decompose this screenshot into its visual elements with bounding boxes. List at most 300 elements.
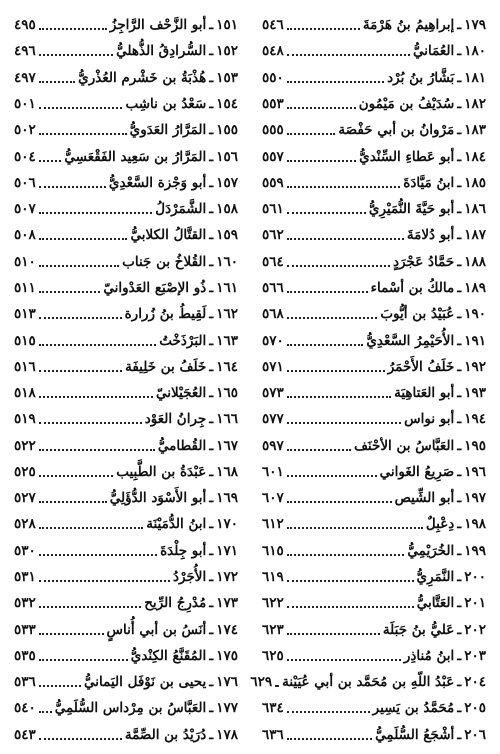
dot-leader	[287, 449, 351, 451]
toc-entry	[262, 459, 486, 485]
entry-number: ١٦٣	[216, 332, 238, 349]
toc-column-right	[14, 12, 238, 748]
entry-page-number: ٤٩٧	[14, 69, 36, 86]
entry-number: ١٧٧	[216, 700, 238, 717]
entry-page-number: ٥٢٥	[14, 463, 36, 480]
entry-number: ١٩٠	[464, 306, 486, 323]
table-of-contents	[14, 12, 486, 748]
entry-separator: ـ	[209, 43, 214, 60]
entry-separator: ـ	[457, 17, 462, 34]
toc-entry	[14, 722, 238, 748]
entry-name: النَّمَرِيُّ	[416, 569, 455, 586]
entry-number: ٢٠٦	[464, 726, 486, 743]
toc-entry	[14, 695, 238, 721]
entry-page-number: ٥١٨	[14, 385, 36, 402]
entry-page-number: ٥١٩	[14, 411, 36, 428]
toc-entry	[14, 616, 238, 642]
entry-name: الخُرَيْمِيُّ	[407, 542, 455, 559]
dot-leader	[287, 580, 414, 582]
toc-entry	[262, 511, 486, 537]
entry-name: ابنُ الدُّمَيْنَة	[146, 516, 207, 533]
entry-name: البَرْذَخْتُ	[159, 332, 207, 349]
entry-separator: ـ	[457, 595, 462, 612]
entry-page-number: ٦٠٧	[262, 490, 284, 507]
entry-name: العُجَيْلانيّ	[156, 385, 207, 402]
entry-number: ١٩٦	[464, 463, 486, 480]
entry-name: العُمَانيُّ	[412, 43, 455, 60]
entry-number: ١٩٣	[464, 385, 486, 402]
dot-leader	[287, 501, 392, 503]
entry-name: القُطاميُّ	[157, 437, 207, 454]
entry-separator: ـ	[457, 122, 462, 139]
toc-entry	[262, 249, 486, 275]
dot-leader	[39, 28, 107, 30]
dot-leader	[287, 659, 401, 661]
entry-page-number: ٥٦٨	[262, 306, 284, 323]
entry-separator: ـ	[209, 358, 214, 375]
entry-separator: ـ	[209, 516, 214, 533]
entry-number: ١٧٥	[216, 647, 238, 664]
dot-leader	[287, 291, 368, 293]
entry-name: دِعْبِلٌ	[425, 516, 455, 533]
toc-entry	[262, 222, 486, 248]
entry-number: ١٩٨	[464, 516, 486, 533]
entry-separator: ـ	[209, 306, 214, 323]
entry-page-number: ٥٠٢	[14, 122, 36, 139]
entry-separator: ـ	[457, 148, 462, 165]
entry-name: أبو نواس	[404, 411, 455, 428]
entry-separator: ـ	[457, 385, 462, 402]
entry-page-number: ٥٤٦	[262, 17, 284, 34]
entry-separator: ـ	[209, 490, 214, 507]
dot-leader	[287, 107, 356, 109]
entry-number: ١٨٥	[464, 174, 486, 191]
entry-separator: ـ	[457, 490, 462, 507]
entry-page-number: ٦١٩	[262, 569, 284, 586]
entry-separator: ـ	[209, 411, 214, 428]
entry-page-number: ٥٤٨	[262, 43, 284, 60]
entry-number: ١٧١	[216, 542, 238, 559]
toc-entry	[14, 643, 238, 669]
entry-number: ١٦٦	[216, 411, 238, 428]
entry-page-number: ٦٢٥	[262, 647, 284, 664]
entry-separator: ـ	[457, 411, 462, 428]
entry-page-number: ٥٢٢	[14, 437, 36, 454]
entry-name: أبو العَتاهِيَة	[394, 385, 455, 402]
dot-leader	[39, 475, 113, 477]
toc-entry	[14, 143, 238, 169]
dot-leader	[39, 449, 155, 451]
entry-separator: ـ	[209, 647, 214, 664]
entry-number: ١٩٥	[464, 437, 486, 454]
entry-separator: ـ	[209, 201, 214, 218]
toc-entry	[14, 301, 238, 327]
entry-name: هُذْبَةُ بن خَشْرم العُذْريُّ	[78, 69, 207, 86]
entry-separator: ـ	[209, 437, 214, 454]
entry-separator: ـ	[209, 227, 214, 244]
toc-entry	[14, 485, 238, 511]
toc-entry	[262, 722, 486, 748]
entry-page-number: ٥٠٧	[14, 201, 36, 218]
entry-page-number: ٥٤٣	[14, 726, 36, 743]
entry-number: ١٦٤	[216, 358, 238, 375]
entry-page-number: ٥١٦	[14, 358, 36, 375]
entry-page-number: ٥٦٤	[262, 253, 284, 270]
entry-page-number: ٥٧٣	[262, 385, 284, 402]
toc-entry	[14, 38, 238, 64]
dot-leader	[39, 501, 107, 503]
dot-leader	[287, 317, 378, 319]
entry-name: سُدَيْفُ بن مَيْمُون	[358, 95, 455, 112]
dot-leader	[287, 212, 366, 214]
dot-leader	[39, 212, 153, 214]
entry-page-number: ٥٢٧	[14, 490, 36, 507]
entry-page-number: ٦١٥	[262, 542, 284, 559]
dot-leader	[39, 633, 104, 635]
entry-separator: ـ	[457, 279, 462, 296]
toc-entry	[14, 590, 238, 616]
dot-leader	[39, 580, 170, 582]
toc-entry	[262, 38, 486, 64]
entry-name: ابنُ مُناذِر	[403, 647, 455, 664]
toc-entry	[14, 459, 238, 485]
entry-name: أبو وَجْزة السَّعْدِيُّ	[108, 174, 207, 191]
toc-entry	[262, 643, 486, 669]
entry-name: المَرَّارُ العَدَويُّ	[129, 122, 207, 139]
entry-number: ١٧٣	[216, 595, 238, 612]
toc-entry	[262, 616, 486, 642]
entry-name: عَبْدُ اللّهِ بن مُحَمَّد بن أبي عُيَيْنة	[282, 674, 455, 691]
dot-leader	[39, 370, 122, 372]
entry-number: ٢٠٤	[464, 674, 486, 691]
toc-entry	[14, 669, 238, 695]
dot-leader	[287, 81, 384, 83]
dot-leader	[39, 186, 106, 188]
dot-leader	[287, 370, 385, 372]
entry-separator: ـ	[457, 700, 462, 717]
entry-page-number: ٥٩٧	[262, 437, 284, 454]
toc-entry	[262, 590, 486, 616]
entry-separator: ـ	[209, 253, 214, 270]
entry-page-number: ٦٣٤	[262, 700, 284, 717]
entry-separator: ـ	[457, 463, 462, 480]
entry-name: جِرانُ العَوْد	[144, 411, 207, 428]
entry-page-number: ٥٣٥	[14, 647, 36, 664]
toc-entry	[262, 406, 486, 432]
dot-leader	[287, 186, 401, 188]
dot-leader	[287, 396, 391, 398]
dot-leader	[287, 606, 414, 608]
entry-page-number: ٥٠١	[14, 95, 36, 112]
entry-name: القُلاخُ بن جَناب	[122, 253, 207, 270]
entry-page-number: ٥٧٠	[262, 332, 284, 349]
toc-entry	[14, 170, 238, 196]
entry-page-number: ٥٥٣	[262, 95, 284, 112]
toc-entry	[14, 275, 238, 301]
toc-entry	[14, 327, 238, 353]
entry-separator: ـ	[457, 174, 462, 191]
entry-name: العَبَّاسُ بن الأحْنَف	[353, 437, 455, 454]
entry-name: الأُحَيْمِرُ السَّعْدِيُّ	[366, 332, 455, 349]
dot-leader	[39, 291, 101, 293]
dot-leader	[287, 344, 364, 346]
entry-separator: ـ	[457, 227, 462, 244]
entry-separator: ـ	[457, 43, 462, 60]
dot-leader	[287, 265, 390, 267]
toc-entry	[14, 433, 238, 459]
entry-separator: ـ	[209, 332, 214, 349]
dot-leader	[39, 107, 123, 109]
entry-page-number: ٦١٢	[262, 516, 284, 533]
entry-page-number: ٤٩٦	[14, 43, 36, 60]
toc-entry	[14, 511, 238, 537]
entry-number: ٢٠٠	[464, 569, 486, 586]
entry-separator: ـ	[457, 542, 462, 559]
entry-number: ١٨٦	[464, 201, 486, 218]
entry-number: ١٦٨	[216, 463, 238, 480]
toc-entry	[262, 12, 486, 38]
entry-number: ١٨٤	[464, 148, 486, 165]
entry-number: ١٦٩	[216, 490, 238, 507]
dot-leader	[39, 81, 75, 83]
entry-separator: ـ	[457, 253, 462, 270]
dot-leader	[39, 396, 153, 398]
entry-number: ٢٠٢	[464, 621, 486, 638]
entry-name: ذُو الإصْبَع العَدْوانيّ	[103, 279, 207, 296]
entry-separator: ـ	[209, 279, 214, 296]
toc-entry	[14, 12, 238, 38]
toc-entry	[262, 117, 486, 143]
entry-page-number: ٦٣٦	[262, 726, 284, 743]
toc-entry	[262, 485, 486, 511]
entry-separator: ـ	[457, 621, 462, 638]
entry-name: عَبْدَةُ بن الطَّبِيب	[116, 463, 207, 480]
entry-name: بَشَّارُ بنُ بُرْد	[387, 69, 455, 86]
entry-page-number: ٥٣٠	[14, 542, 36, 559]
entry-number: ١٧٢	[216, 569, 238, 586]
entry-separator: ـ	[457, 95, 462, 112]
entry-name: يحيى بن نَوْفَل اليَمانيُّ	[84, 674, 207, 691]
entry-name: صَرِيعُ الغَواني	[379, 463, 455, 480]
entry-separator: ـ	[457, 674, 462, 691]
entry-name: حَمَّادُ عَجْرَدٍ	[393, 253, 455, 270]
entry-name: مُحَمَّدُ بن يَسِير	[372, 700, 455, 717]
entry-name: أبو الشِّيص	[394, 490, 455, 507]
entry-separator: ـ	[457, 306, 462, 323]
dot-leader	[287, 133, 336, 135]
entry-name: مُدْرِجُ الرِّيح	[144, 595, 207, 612]
entry-page-number: ٥٥٥	[262, 122, 284, 139]
entry-page-number: ٥٥٧	[262, 148, 284, 165]
toc-entry	[262, 196, 486, 222]
entry-number: ١٩١	[464, 332, 486, 349]
dot-leader	[287, 160, 356, 162]
entry-number: ١٨٨	[464, 253, 486, 270]
entry-separator: ـ	[209, 700, 214, 717]
entry-name: أبو الأَسْوَد الدُّؤَلِيُّ	[109, 490, 207, 507]
dot-leader	[287, 738, 372, 740]
entry-separator: ـ	[457, 69, 462, 86]
entry-number: ١٩٤	[464, 411, 486, 428]
dot-leader	[287, 475, 377, 477]
dot-leader	[39, 265, 119, 267]
entry-name: العَبَّاسُ بن مِرْداس السُّلَمِيُّ	[54, 700, 207, 717]
toc-entry	[14, 380, 238, 406]
entry-page-number: ٥٦٦	[262, 279, 284, 296]
dot-leader	[39, 659, 128, 661]
entry-name: أبو حَيَّةَ النُّمَيْرِيُّ	[368, 201, 455, 218]
dot-leader	[287, 527, 423, 529]
entry-number: ١٥٥	[216, 122, 238, 139]
entry-number: ١٨٠	[464, 43, 486, 60]
entry-number: ١٧٨	[216, 726, 238, 743]
entry-page-number: ٥٠٦	[14, 174, 36, 191]
toc-column-left	[250, 12, 486, 748]
entry-number: ١٥٤	[216, 95, 238, 112]
entry-separator: ـ	[457, 726, 462, 743]
entry-page-number: ٥٧٧	[262, 411, 284, 428]
entry-name: أنَسُ بن أبي أُناسٍ	[106, 621, 207, 638]
toc-entry	[14, 65, 238, 91]
entry-name: أبو جِلْدَةَ	[160, 542, 207, 559]
dot-leader	[39, 606, 141, 608]
toc-entry	[14, 91, 238, 117]
entry-name: لَقِيطُ بنُ زُرارة	[124, 306, 207, 323]
dot-leader	[39, 527, 143, 529]
entry-separator: ـ	[209, 569, 214, 586]
dot-leader	[39, 738, 122, 740]
entry-name: إبراهِيمُ بنُ هَرْمَةَ	[362, 17, 455, 34]
entry-separator: ـ	[209, 122, 214, 139]
entry-separator: ـ	[457, 569, 462, 586]
entry-page-number: ٦٢٢	[262, 595, 284, 612]
entry-number: ١٥٨	[216, 201, 238, 218]
toc-entry	[262, 327, 486, 353]
entry-name: الأُجَرْدُ	[173, 569, 207, 586]
dot-leader	[39, 133, 127, 135]
dot-leader	[287, 633, 380, 635]
entry-number: ٢٠١	[464, 595, 486, 612]
entry-page-number: ٦٠١	[262, 463, 284, 480]
entry-number: ١٥٣	[216, 69, 238, 86]
entry-separator: ـ	[457, 358, 462, 375]
entry-name: أبو عَطاءِ السِّنْديُّ	[359, 148, 455, 165]
toc-entry	[14, 406, 238, 432]
entry-page-number: ٥١٠	[14, 253, 36, 270]
entry-page-number: ٥٢٨	[14, 516, 36, 533]
dot-leader	[39, 422, 142, 424]
entry-separator: ـ	[209, 674, 214, 691]
toc-entry	[262, 380, 486, 406]
dot-leader	[39, 711, 52, 713]
toc-entry	[14, 538, 238, 564]
entry-number: ١٨٢	[464, 95, 486, 112]
dot-leader	[275, 685, 279, 687]
entry-name: السُّرادِقُ الذُّهليُّ	[116, 43, 207, 60]
entry-page-number: ٥٣٢	[14, 595, 36, 612]
entry-separator: ـ	[209, 148, 214, 165]
toc-entry	[262, 65, 486, 91]
entry-name: أبو دُلامَةَ	[406, 227, 455, 244]
entry-number: ١٨٣	[464, 122, 486, 139]
entry-number: ١٧٩	[464, 17, 486, 34]
entry-number: ١٩٩	[464, 542, 486, 559]
entry-name: دُرَيْدُ بن الصِّمَّة	[124, 726, 207, 743]
entry-separator: ـ	[209, 174, 214, 191]
toc-entry	[14, 117, 238, 143]
dot-leader	[287, 711, 370, 713]
dot-leader	[39, 160, 62, 162]
entry-name: خَلَفُ بن خَلِيفَة	[125, 358, 207, 375]
entry-separator: ـ	[209, 385, 214, 402]
entry-name: عُبَيْدُ بن أيُّوبَ	[380, 306, 455, 323]
entry-page-number: ٥٣١	[14, 569, 36, 586]
dot-leader	[287, 554, 405, 556]
entry-number: ١٩٧	[464, 490, 486, 507]
entry-number: ١٥٩	[216, 227, 238, 244]
entry-page-number: ٥٦١	[262, 201, 284, 218]
entry-page-number: ٥١٣	[14, 306, 36, 323]
entry-name: القتَّالُ الكلابيُّ	[130, 227, 207, 244]
entry-name: مَرْوانُ بن أبي حَفْصَة	[338, 122, 455, 139]
entry-number: ١٦٧	[216, 437, 238, 454]
entry-number: ١٨٩	[464, 279, 486, 296]
entry-name: عَليُّ بنُ جَبَلَة	[382, 621, 455, 638]
dot-leader	[39, 554, 157, 556]
entry-page-number: ٦٢٣	[262, 621, 284, 638]
entry-number: ١٦١	[216, 279, 238, 296]
dot-leader	[287, 238, 404, 240]
entry-separator: ـ	[209, 95, 214, 112]
dot-leader	[287, 28, 360, 30]
entry-separator: ـ	[457, 516, 462, 533]
entry-separator: ـ	[209, 595, 214, 612]
entry-name: المُقَنَّعُ الكِنْديُّ	[130, 647, 207, 664]
entry-name: أشْجَعُ السُّلَمِيُّ	[375, 726, 455, 743]
entry-page-number: ٥٣٦	[14, 674, 36, 691]
entry-number: ١٧٦	[216, 674, 238, 691]
entry-page-number: ٥٣٣	[14, 621, 36, 638]
entry-separator: ـ	[209, 726, 214, 743]
entry-page-number: ٥٤٠	[14, 700, 36, 717]
entry-separator: ـ	[457, 201, 462, 218]
entry-number: ١٥١	[216, 17, 238, 34]
toc-entry	[262, 143, 486, 169]
dot-leader	[39, 344, 157, 346]
toc-entry	[14, 564, 238, 590]
toc-entry	[262, 275, 486, 301]
entry-number: ١٥٦	[216, 148, 238, 165]
entry-separator: ـ	[209, 17, 214, 34]
entry-separator: ـ	[209, 621, 214, 638]
entry-separator: ـ	[457, 332, 462, 349]
dot-leader	[287, 54, 410, 56]
toc-entry	[262, 433, 486, 459]
entry-name: الشَّمَرْدَلُ	[155, 201, 207, 218]
dot-leader	[39, 54, 113, 56]
entry-separator: ـ	[457, 437, 462, 454]
entry-page-number: ٦٢٩	[250, 674, 273, 691]
entry-number: ١٦٠	[216, 253, 238, 270]
toc-entry	[14, 249, 238, 275]
entry-number: ١٦٢	[216, 306, 238, 323]
entry-page-number: ٥١١	[14, 279, 36, 296]
dot-leader	[287, 422, 401, 424]
entry-separator: ـ	[457, 647, 462, 664]
entry-number: ١٨٧	[464, 227, 486, 244]
entry-name: خَلَفُ الأَحْمَرُ	[387, 358, 455, 375]
toc-entry	[262, 538, 486, 564]
